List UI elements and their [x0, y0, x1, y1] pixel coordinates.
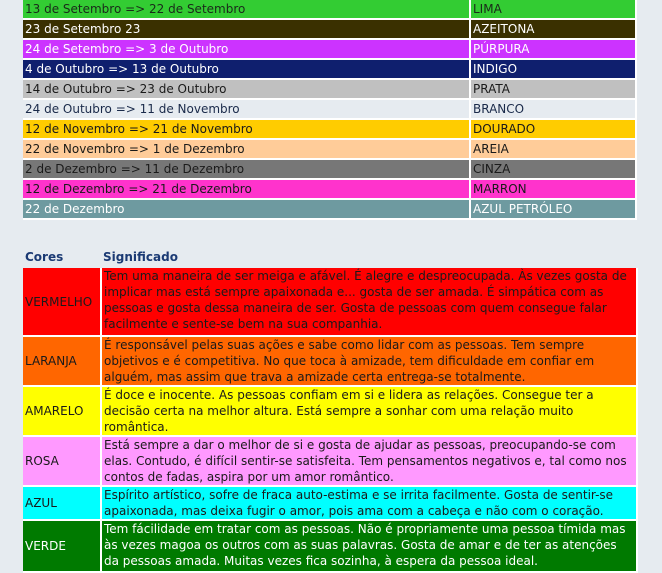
meaning-description: Tem uma maneira de ser meiga e afável. É alegre e despreocupada. Às vezes gosta de implicar mas está sempre apaixonada e... gosta de ser amada. É simpática com as pessoas e gosta dessa maneira de ser. Gosta de pessoas com quem consegue falar facilmente e sente-se bem na sua companhia. — [101, 268, 637, 336]
meaning-description: Tem fácilidade em tratar com as pessoas. Não é propriamente uma pessoa tímida mas às vezes magoa os outros com as suas palavras. Gosta de amar e de ter as atenções da pessoas amada. Muitas vezes fica sozinha, à espera da pessoa ideal. — [101, 520, 637, 572]
birth-date-color-table — [23, 0, 637, 220]
date-range: 22 de Novembro => 1 de Dezembro — [23, 139, 470, 159]
birth-date-color-rows — [23, 0, 636, 219]
meaning-row — [23, 436, 637, 486]
color-name: AREIA — [470, 139, 636, 159]
color-name: AZUL PETRÓLEO — [470, 199, 636, 219]
meaning-color-name: ROSA — [23, 436, 101, 486]
date-range: 12 de Dezembro => 21 de Dezembro — [23, 179, 470, 199]
date-row — [23, 159, 636, 179]
meaning-description: Está sempre a dar o melhor de si e gosta de ajudar as pessoas, preocupando-se com elas. Contudo, é difícil sentir-se satisfeita. Tem pensamentos negativos e, tal como nos contos de fadas, aspira por um amor romântico. — [101, 436, 637, 486]
date-row — [23, 99, 636, 119]
date-row — [23, 19, 636, 39]
meaning-row — [23, 486, 637, 520]
date-row — [23, 119, 636, 139]
color-name: PÚRPURA — [470, 39, 636, 59]
date-range: 4 de Outubro => 13 de Outubro — [23, 59, 470, 79]
meaning-description: É responsável pelas suas ações e sabe como lidar com as pessoas. Tem sempre objetivos e é competitiva. No que toca à amizade, tem dificuldade em confiar em alguém, mas assim que trava a amizade certa entrega-se totalmente. — [101, 336, 637, 386]
color-meaning-table — [23, 248, 638, 573]
date-range: 24 de Setembro => 3 de Outubro — [23, 39, 470, 59]
meaning-color-name: AMARELO — [23, 386, 101, 436]
date-row — [23, 139, 636, 159]
meaning-description: Espírito artístico, sofre de fraca auto-estima e se irrita facilmente. Gosta de sentir-se apaixonada, mas deixa fugir o amor, pois ama com a cabeça e não com o coração. — [101, 486, 637, 520]
meaning-row — [23, 386, 637, 436]
date-range: 24 de Outubro => 11 de Novembro — [23, 99, 470, 119]
date-row — [23, 0, 636, 19]
color-name: BRANCO — [470, 99, 636, 119]
meaning-row — [23, 336, 637, 386]
date-range: 13 de Setembro => 22 de Setembro — [23, 0, 470, 19]
color-name: INDIGO — [470, 59, 636, 79]
header-significado: Significado — [103, 250, 178, 264]
date-row — [23, 199, 636, 219]
meaning-row — [23, 520, 637, 572]
date-range: 14 de Outubro => 23 de Outubro — [23, 79, 470, 99]
color-name: MARRON — [470, 179, 636, 199]
date-row — [23, 179, 636, 199]
color-name: AZEITONA — [470, 19, 636, 39]
meaning-color-name: VERMELHO — [23, 268, 101, 336]
color-name: LIMA — [470, 0, 636, 19]
date-range: 12 de Novembro => 21 de Novembro — [23, 119, 470, 139]
color-name: DOURADO — [470, 119, 636, 139]
header-cores: Cores — [25, 250, 64, 264]
date-row — [23, 39, 636, 59]
date-row — [23, 79, 636, 99]
meaning-description: É doce e inocente. As pessoas confiam em si e lidera as relações. Consegue ter a decisão certa na melhor altura. Está sempre a sonhar com uma relação muito romântica. — [101, 386, 637, 436]
date-range: 2 de Dezembro => 11 de Dezembro — [23, 159, 470, 179]
meaning-color-name: LARANJA — [23, 336, 101, 386]
date-range: 22 de Dezembro — [23, 199, 470, 219]
date-range: 23 de Setembro 23 — [23, 19, 470, 39]
meaning-color-name: AZUL — [23, 486, 101, 520]
meaning-row — [23, 268, 637, 336]
meaning-header-row — [23, 248, 637, 268]
color-meaning-rows — [23, 268, 637, 572]
color-name: CINZA — [470, 159, 636, 179]
date-row — [23, 59, 636, 79]
color-name: PRATA — [470, 79, 636, 99]
meaning-color-name: VERDE — [23, 520, 101, 572]
